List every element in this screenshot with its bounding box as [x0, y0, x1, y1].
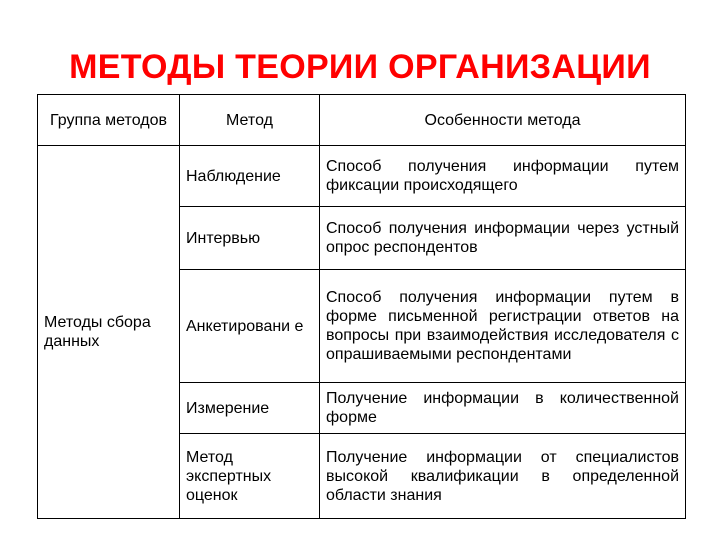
method-cell: Интервью — [180, 207, 320, 270]
method-cell: Наблюдение — [180, 146, 320, 207]
header-method: Метод — [180, 95, 320, 146]
feature-text: Способ получения информации путем в форме письменной регистрации ответов на вопросы при взаимодействия исследователя с опрашиваемыми респондентами — [326, 289, 679, 363]
header-group: Группа методов — [38, 95, 180, 146]
feature-text: Способ получения информации путем фиксации происходящего — [326, 158, 679, 194]
method-cell: Метод экспертных оценок — [180, 434, 320, 519]
feature-cell — [320, 383, 686, 434]
feature-text: Способ получения информации через устный опрос респондентов — [326, 220, 679, 256]
page-title: МЕТОДЫ ТЕОРИИ ОРГАНИЗАЦИИ — [69, 48, 651, 86]
feature-text: Получение информации в количественной форме — [326, 390, 679, 426]
method-cell: Анкетировани е — [180, 270, 320, 383]
table-header-row — [38, 95, 686, 146]
method-cell: Измерение — [180, 383, 320, 434]
feature-cell — [320, 270, 686, 383]
feature-cell — [320, 146, 686, 207]
methods-table — [37, 94, 686, 519]
feature-cell — [320, 207, 686, 270]
group-cell: Методы сбора данных — [38, 146, 180, 519]
feature-text: Получение информации от специалистов высокой квалификации в определенной области знания — [326, 448, 679, 504]
feature-cell — [320, 434, 686, 519]
header-features: Особенности метода — [320, 95, 686, 146]
table-row — [38, 146, 686, 207]
